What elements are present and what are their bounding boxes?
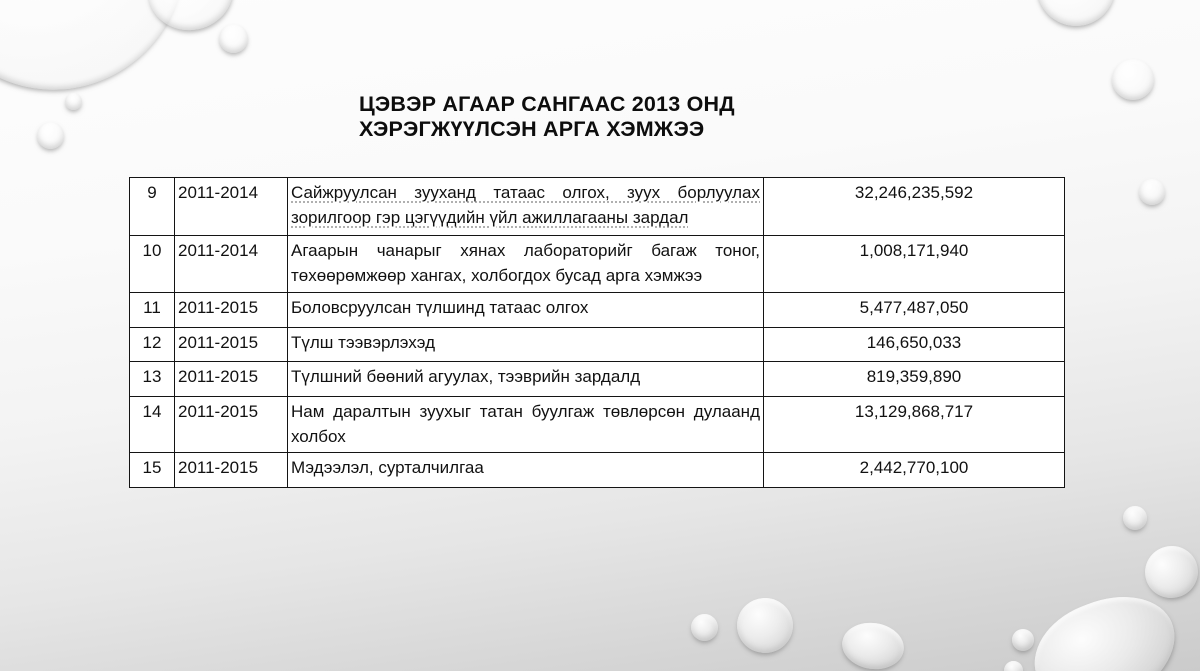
row-amount-cell: 146,650,033 bbox=[764, 328, 1065, 362]
water-drop-decoration bbox=[1123, 506, 1147, 530]
water-drop-decoration bbox=[65, 93, 82, 110]
table-row bbox=[130, 293, 1065, 328]
water-drop-decoration bbox=[1138, 539, 1200, 606]
water-drop-decoration bbox=[737, 598, 793, 653]
water-drop-decoration bbox=[1139, 179, 1165, 205]
row-period-cell: 2011-2015 bbox=[175, 293, 288, 328]
row-period-cell: 2011-2014 bbox=[175, 236, 288, 293]
table-row bbox=[130, 178, 1065, 236]
row-number-cell: 9 bbox=[130, 178, 175, 236]
row-activity-cell: Нам даралтын зуухыг татан буулгаж төвлөрсөн дулаанд холбох bbox=[288, 397, 764, 453]
water-drop-decoration bbox=[1037, 0, 1115, 26]
row-activity-cell: Агаарын чанарыг хянах лабораторийг багаж тоног, төхөөрөмжөөр хангах, холбогдох бусад арга хэмжээ bbox=[288, 236, 764, 293]
row-period-cell: 2011-2015 bbox=[175, 453, 288, 488]
water-drop-decoration bbox=[1112, 59, 1154, 100]
row-activity-cell: Боловсруулсан түлшинд татаас олгох bbox=[288, 293, 764, 328]
table-row bbox=[130, 397, 1065, 453]
row-period-cell: 2011-2015 bbox=[175, 328, 288, 362]
row-activity-cell: Түлш тээвэрлэхэд bbox=[288, 328, 764, 362]
table-row bbox=[130, 362, 1065, 397]
row-number-cell: 11 bbox=[130, 293, 175, 328]
row-number-cell: 13 bbox=[130, 362, 175, 397]
row-period-cell: 2011-2015 bbox=[175, 397, 288, 453]
row-amount-cell: 1,008,171,940 bbox=[764, 236, 1065, 293]
water-drop-decoration bbox=[1019, 578, 1192, 671]
water-drop-decoration bbox=[839, 619, 907, 671]
table-row bbox=[130, 328, 1065, 362]
slide-title-line2: ХЭРЭГЖҮҮЛСЭН АРГА ХЭМЖЭЭ bbox=[359, 116, 705, 141]
expenses-table bbox=[129, 177, 1065, 488]
row-amount-cell: 32,246,235,592 bbox=[764, 178, 1065, 236]
row-period-cell: 2011-2014 bbox=[175, 178, 288, 236]
water-drop-decoration bbox=[691, 614, 718, 641]
row-amount-cell: 13,129,868,717 bbox=[764, 397, 1065, 453]
water-drop-decoration bbox=[0, 0, 222, 126]
slide-title-line1: ЦЭВЭР АГААР САНГААС 2013 ОНД bbox=[359, 92, 735, 116]
row-activity-cell: Сайжруулсан зууханд татаас олгох, зуух борлуулах зорилгоор гэр цэгүүдийн үйл ажиллагааны зардал bbox=[288, 178, 764, 236]
row-number-cell: 10 bbox=[130, 236, 175, 293]
row-activity-cell: Түлшний бөөний агуулах, тээврийн зардалд bbox=[288, 362, 764, 397]
water-drop-decoration bbox=[1012, 629, 1034, 651]
expenses-table-body bbox=[130, 178, 1065, 488]
row-amount-cell: 2,442,770,100 bbox=[764, 453, 1065, 488]
table-row bbox=[130, 236, 1065, 293]
water-drop-decoration bbox=[1004, 661, 1023, 671]
row-amount-cell: 5,477,487,050 bbox=[764, 293, 1065, 328]
row-number-cell: 14 bbox=[130, 397, 175, 453]
row-period-cell: 2011-2015 bbox=[175, 362, 288, 397]
row-activity-cell: Мэдээлэл, сурталчилгаа bbox=[288, 453, 764, 488]
water-drop-decoration bbox=[37, 122, 64, 149]
water-drop-decoration bbox=[141, 0, 240, 38]
water-drop-decoration bbox=[219, 24, 248, 53]
slide-title bbox=[359, 92, 735, 141]
table-row bbox=[130, 453, 1065, 488]
row-number-cell: 15 bbox=[130, 453, 175, 488]
row-number-cell: 12 bbox=[130, 328, 175, 362]
row-amount-cell: 819,359,890 bbox=[764, 362, 1065, 397]
